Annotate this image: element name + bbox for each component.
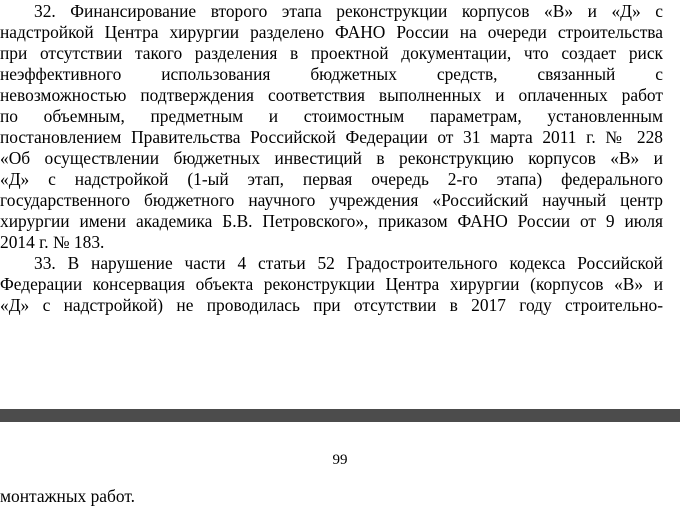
paragraph-32-line: «Д» с надстройкой (1-ый этап, первая очередь 2-го этапа) федерального [0,169,663,189]
paragraph-32-line: по объемным, предметным и стоимостным параметрам, установленным [0,106,663,126]
paragraph-33-line: 33. В нарушение части 4 статьи 52 Градостроительного кодекса Российской [34,253,663,273]
continuation-text: монтажных работ. [0,486,135,506]
paragraph-32-line: неэффективного использования бюджетных средств, связанный с [0,64,663,84]
paragraph-32-line: при отсутствии такого разделения в проектной документации, что создает риск [0,43,663,63]
paragraph-33-line: «Д» с надстройкой) не проводилась при отсутствии в 2017 году строительно- [0,295,663,315]
paragraph-32-line: «Об осуществлении бюджетных инвестиций в реконструкцию корпусов «В» и [0,148,663,168]
paragraph-33-line: Федерации консервация объекта реконструкции Центра хирургии (корпусов «В» и [0,274,663,294]
paragraph-32-line: 32. Финансирование второго этапа реконструкции корпусов «В» и «Д» с [34,1,663,21]
paragraph-32-line: хирургии имени академика Б.В. Петровского», приказом ФАНО России от 9 июля [0,211,663,231]
paragraph-32-line: надстройкой Центра хирургии разделено ФАНО России на очереди строительства [0,22,663,42]
paragraph-32-line: постановлением Правительства Российской Федерации от 31 марта 2011 г. № 228 [0,127,663,147]
page-break-divider [0,409,680,422]
page-body-lower [0,422,680,508]
page-number: 99 [332,452,348,468]
paragraph-32-last-line: 2014 г. № 183. [0,232,105,252]
paragraph-32-line: государственного бюджетного научного учреждения «Российский научный центр [0,190,663,210]
paragraph-32-line: невозможностью подтверждения соответствия выполненных и оплаченных работ [0,85,663,105]
